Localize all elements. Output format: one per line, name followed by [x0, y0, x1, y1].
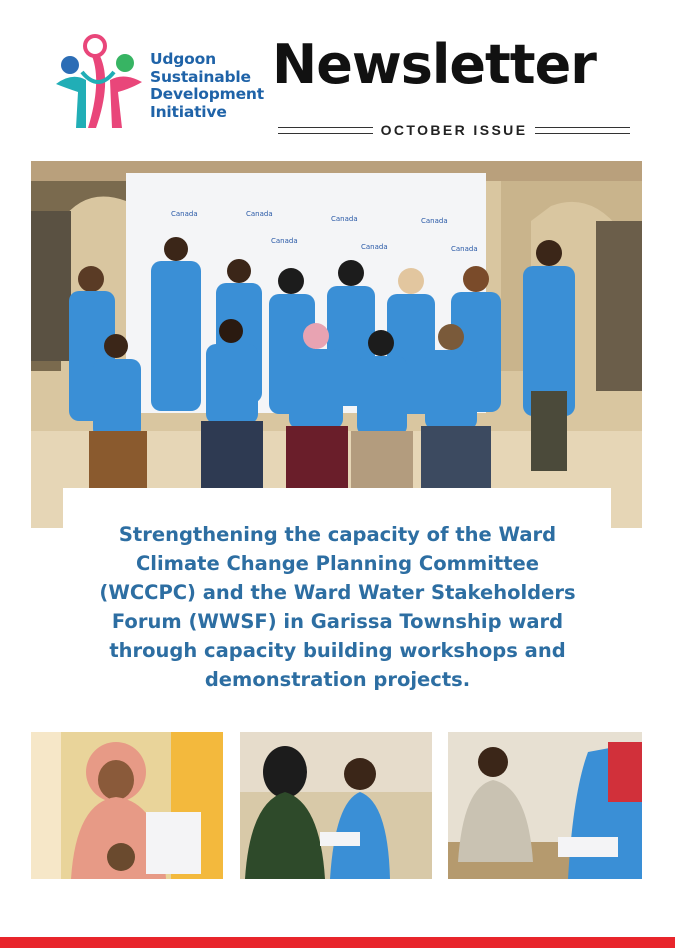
- issue-label: OCTOBER ISSUE: [380, 122, 528, 138]
- group-photo: [31, 161, 642, 528]
- divider-left: [278, 127, 373, 134]
- organization-name: [150, 51, 264, 121]
- backdrop-logo-text: Canada: [421, 217, 448, 225]
- issue-banner: [278, 120, 630, 140]
- org-name-line: Initiative: [150, 102, 227, 121]
- photo-women-signing-forms: [240, 732, 432, 879]
- backdrop-logo-text: Canada: [451, 245, 478, 253]
- newsletter-title: Newsletter: [272, 33, 596, 96]
- photo-man-filling-form: [448, 732, 642, 879]
- org-name-line: Udgoon: [150, 50, 216, 68]
- udgoon-logo: [52, 32, 147, 132]
- backdrop-logo-text: Canada: [361, 243, 388, 251]
- footer-bar: [0, 937, 675, 948]
- org-name-line: Development: [150, 85, 264, 103]
- photo-woman-with-certificate: [31, 732, 223, 879]
- org-name-line: Sustainable: [150, 67, 251, 86]
- backdrop-logo-text: Canada: [246, 210, 273, 218]
- backdrop-logo-text: Canada: [331, 215, 358, 223]
- backdrop-logo-text: Canada: [271, 237, 298, 245]
- backdrop-logo-text: Canada: [171, 210, 198, 218]
- divider-right: [535, 127, 630, 134]
- headline-text: Strengthening the capacity of the Ward Climate Change Planning Committee (WCCPC) and the Ward Water Stakeholders Forum (WWSF) in Garissa Township ward through capacity building workshops and demonstration projects.: [99, 523, 576, 691]
